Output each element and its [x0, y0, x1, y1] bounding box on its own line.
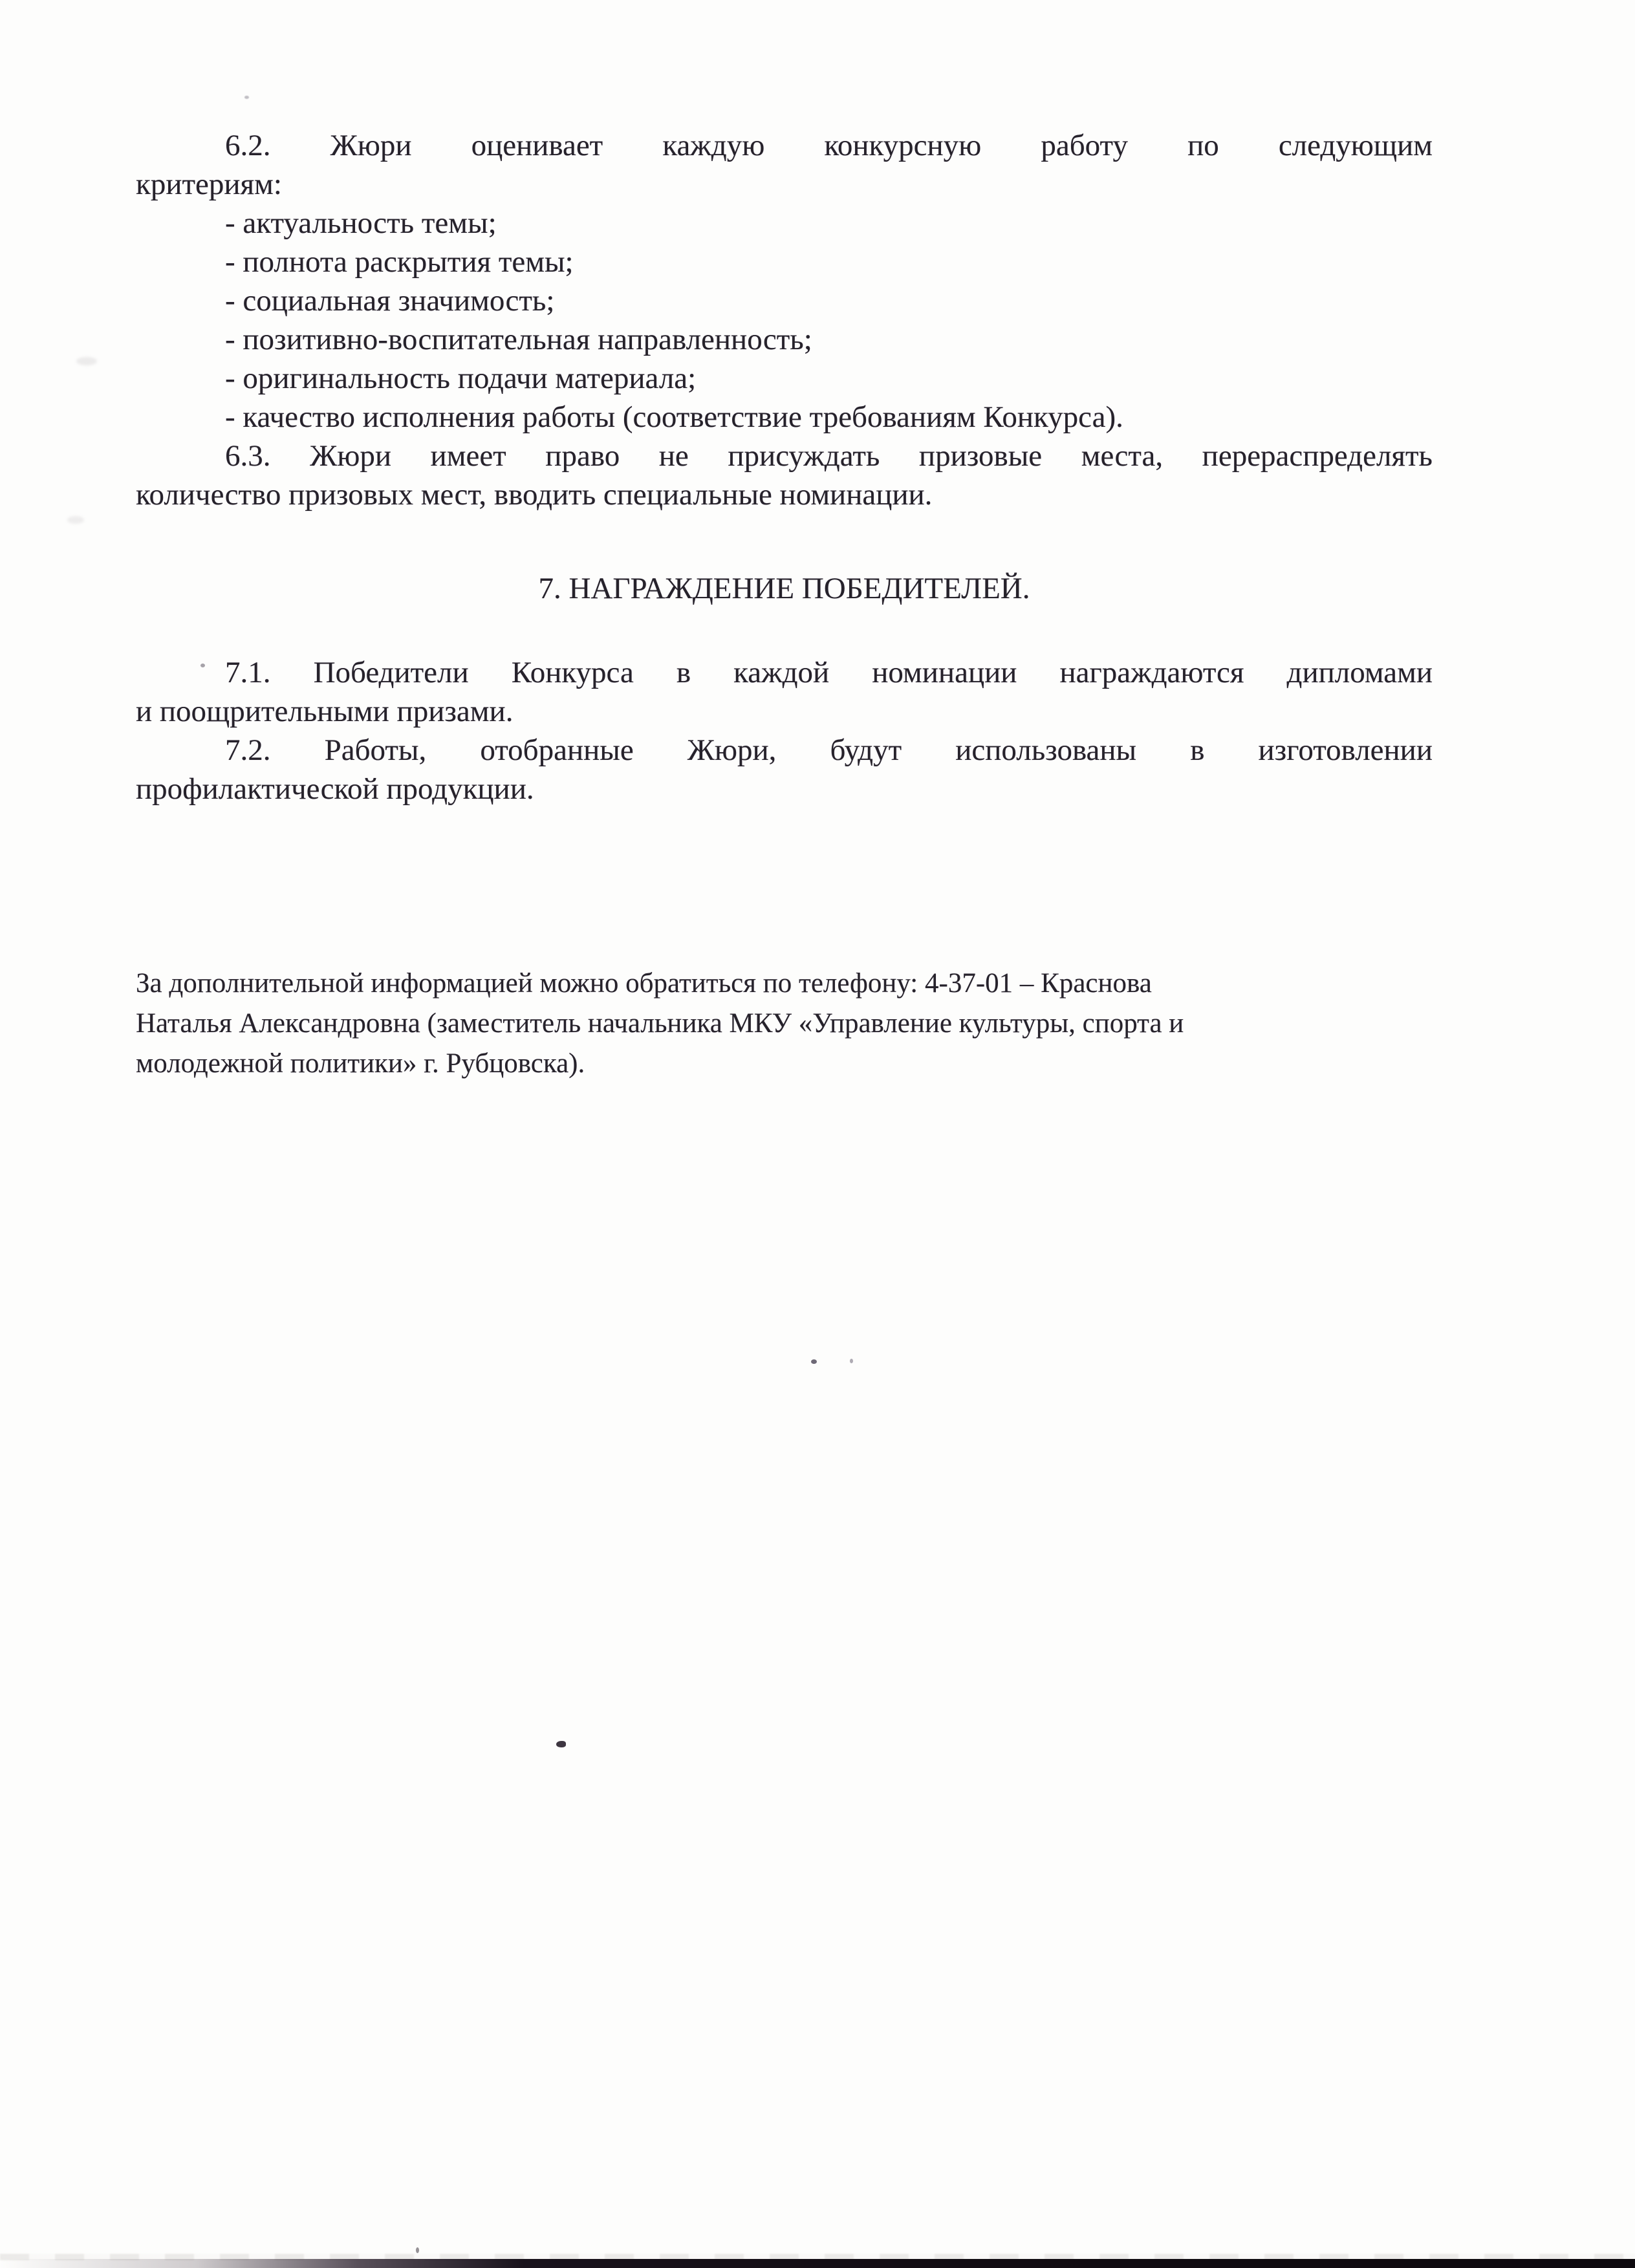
scan-speck	[850, 1359, 853, 1363]
contact-note-line-2: Наталья Александровна (заместитель начальника МКУ «Управление культуры, спорта и	[136, 1008, 1184, 1039]
para-7-1-line-1: 7.1. Победители Конкурса в каждой номинации награждаются дипломами	[225, 656, 1433, 689]
criteria-item-originality: - оригинальность подачи материала;	[225, 362, 697, 395]
criteria-item-relevance: - актуальность темы;	[225, 206, 497, 240]
criteria-item-social-significance: - социальная значимость;	[225, 284, 555, 318]
scan-speck	[67, 516, 84, 524]
scan-speck	[244, 96, 249, 99]
criteria-item-quality: - качество исполнения работы (соответствие требованиям Конкурса).	[225, 400, 1123, 434]
document-body	[136, 0, 1433, 1084]
contact-note-line-3: молодежной политики» г. Рубцовска).	[136, 1048, 585, 1079]
scan-speck	[416, 2247, 419, 2253]
para-6-2-line-2: критериям:	[136, 167, 282, 201]
para-6-2-line-1: 6.2. Жюри оценивает каждую конкурсную работу по следующим	[225, 129, 1433, 162]
para-6-3-line-1: 6.3. Жюри имеет право не присуждать призовые места, перераспределять	[225, 439, 1433, 473]
scanner-edge-dark-bar	[0, 2259, 1635, 2268]
criteria-item-positive-educational: - позитивно-воспитательная направленность;	[225, 323, 812, 356]
contact-note	[136, 964, 1433, 1084]
section-7-heading: 7. НАГРАЖДЕНИЕ ПОБЕДИТЕЛЕЙ.	[538, 572, 1030, 605]
para-7-2-line-2: профилактической продукции.	[136, 772, 534, 806]
contact-note-line-1: За дополнительной информацией можно обратиться по телефону: 4-37-01 – Краснова	[136, 968, 1152, 999]
scan-speck	[76, 357, 97, 365]
para-7-1-line-2: и поощрительными призами.	[136, 695, 514, 728]
para-7-2-line-1: 7.2. Работы, отобранные Жюри, будут использованы в изготовлении	[225, 733, 1433, 767]
scan-speck	[556, 1741, 566, 1747]
para-6-3-line-2: количество призовых мест, вводить специальные номинации.	[136, 478, 933, 512]
criteria-item-completeness: - полнота раскрытия темы;	[225, 245, 574, 279]
scan-speck	[811, 1359, 817, 1364]
scan-speck	[200, 664, 205, 667]
